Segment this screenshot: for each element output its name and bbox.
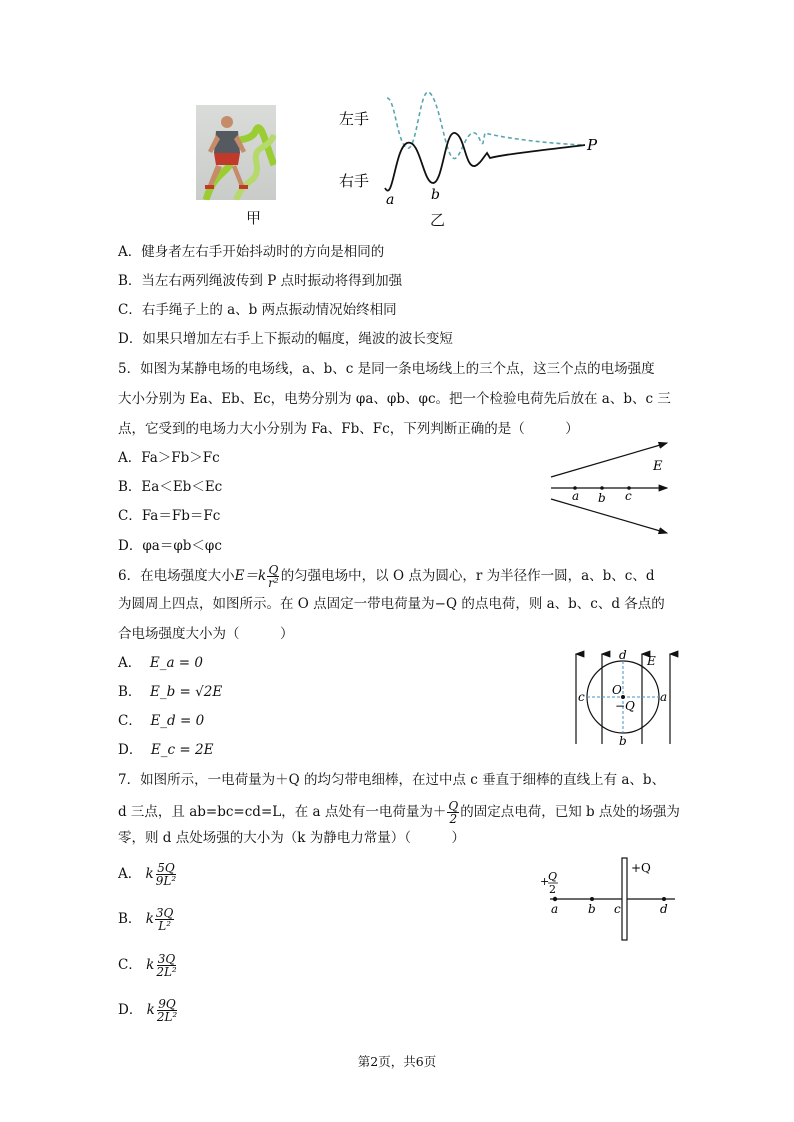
q5-stem-line2: 大小分别为 Ea、Eb、Ec，电势分别为 φa、φb、φc。把一个检验电荷先后放在 a、b、c 三: [118, 391, 671, 407]
label-a: a: [386, 192, 395, 208]
label-c: c: [614, 902, 621, 916]
point-b-dot: [590, 897, 594, 901]
label-neg-q: −Q: [615, 699, 635, 713]
q6-stem-line2: 为圆周上四点，如图所示。在 O 点固定一带电荷量为−Q 的点电荷，则 a、b、c、d 各点的: [118, 596, 665, 612]
label-p: P: [587, 136, 598, 154]
label-b: b: [588, 902, 596, 916]
q6-option-a: A． E_a = 0: [118, 655, 203, 671]
q7-option-c: C． k $\frac{3Q}{\text{2L²}}$: [118, 952, 177, 979]
rope-wave-diagram: [335, 88, 605, 218]
caption-jia: 甲: [246, 209, 262, 227]
q7-stem-line2: d 三点，且 ab=bc=cd=L，在 a 点处有一电荷量为＋ $\frac{Q}{2}$ 的固定点电荷，已知 b 点处的场强为: [118, 799, 680, 826]
q6-formula-lhs: E＝k: [234, 568, 267, 584]
field-lines-diagram: [545, 440, 675, 540]
q7-stem-line1: 7．如图所示，一电荷量为＋Q 的均匀带电细棒，在过中点 c 垂直于细棒的直线上有 a、b、: [118, 772, 666, 788]
label-c: c: [625, 489, 632, 503]
point-d-dot: [662, 897, 666, 901]
point-a-dot: [553, 897, 557, 901]
q5-option-d: D．φa＝φb＜φc: [118, 538, 222, 554]
label-b: b: [598, 491, 606, 505]
q7-option-d: D． k $\frac{9Q}{\text{2L²}}$: [118, 997, 178, 1024]
q7-option-b: B． k $\frac{3Q}{\text{L²}}$: [118, 906, 174, 933]
q4-option-c: C．右手绳子上的 a、b 两点振动情况始终相同: [118, 302, 397, 318]
label-b: b: [619, 734, 627, 748]
label-a: a: [551, 902, 559, 916]
q4-option-b: B．当左右两列绳波传到 P 点时振动将得到加强: [118, 273, 403, 289]
label-plus-q: +Q: [631, 861, 651, 875]
q6-formula-frac: $\frac{Q}{\text{r²}}$: [268, 563, 279, 590]
label-left-hand: 左手: [339, 110, 370, 128]
label-plus: +: [540, 875, 550, 888]
label-half-num: Q: [548, 870, 558, 883]
point-b-dot: [600, 486, 604, 490]
q7-half-q-frac: $\frac{Q}{2}$: [448, 799, 459, 826]
q5-stem-line3: 点，它受到的电场力大小分别为 Fa、Fb、Fc，下列判断正确的是（ ）: [118, 421, 579, 437]
label-d: d: [660, 902, 668, 916]
q6-option-b: B． E_b = √2E: [118, 684, 223, 700]
q6-option-d: D． E_c = 2E: [118, 742, 214, 758]
q6-stem-line1: [118, 564, 654, 589]
q5-option-a: A．Fa＞Fb＞Fc: [118, 450, 220, 466]
rod-charge-diagram: [535, 852, 680, 944]
q7-option-a: A． k $\frac{5Q}{\text{9L²}}$: [118, 861, 177, 888]
q6-option-c: C． E_d = 0: [118, 713, 205, 729]
label-d: d: [619, 648, 627, 662]
label-b: b: [431, 187, 440, 203]
label-right-hand: 右手: [339, 172, 370, 190]
q6-stem-post: 的匀强电场中，以 O 点为圆心，r 为半径作一圆，a、b、c、d: [280, 568, 655, 584]
q5-option-c: C．Fa＝Fb＝Fc: [118, 508, 221, 524]
label-e: E: [647, 654, 656, 668]
q7-stem-line3: 零，则 d 点处场强的大小为（k 为静电力常量）（ ）: [118, 830, 465, 846]
q6-stem-pre: 6．在电场强度大小: [118, 568, 235, 584]
page-footer: 第2页，共6页: [357, 1054, 437, 1069]
caption-yi: 乙: [430, 211, 446, 229]
athlete-photo: [196, 105, 276, 200]
label-o: O: [612, 683, 622, 697]
q5-stem-line1: 5．如图为某静电场的电场线，a、b、c 是同一条电场线上的三个点，这三个点的电场强度: [118, 361, 655, 377]
q5-option-b: B．Ea＜Eb＜Ec: [118, 479, 223, 495]
label-a: a: [572, 489, 580, 503]
label-e: E: [653, 459, 663, 474]
label-half-den: 2: [549, 883, 556, 896]
circle-field-diagram: [570, 648, 680, 748]
q4-option-a: A．健身者左右手开始抖动时的方向是相同的: [118, 244, 385, 260]
q6-stem-line3: 合电场强度大小为（ ）: [118, 626, 294, 642]
label-a: a: [660, 690, 668, 704]
label-c: c: [578, 690, 585, 704]
q4-option-d: D．如果只增加左右手上下振动的幅度，绳波的波长变短: [118, 331, 453, 347]
